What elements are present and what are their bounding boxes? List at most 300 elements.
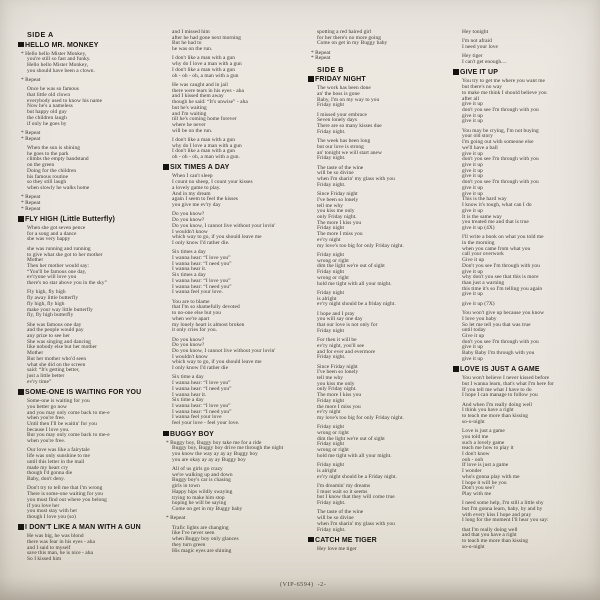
lyric-line: Baby, don't deny. — [27, 476, 65, 483]
lyric-line: that I'm so shamefully devoted — [172, 304, 240, 311]
lyric-line: and for ever and evermore — [317, 348, 376, 355]
lyric-line: ev'ry night should be a Friday night. — [317, 473, 397, 480]
lyric-line: we'll have a ball — [462, 144, 498, 151]
song-title-text: SIX TIMES A DAY — [170, 164, 230, 172]
lyric-line: Six time a day — [172, 397, 204, 404]
lyric-line: I long for the moment I'll hear you say: — [462, 517, 549, 524]
lyric-line: when I'm sharin' my glass with you — [317, 176, 395, 183]
stanza — [163, 467, 301, 513]
lyric-line: Friday night — [317, 462, 345, 469]
side-label: SIDE B — [317, 64, 344, 74]
stanza — [18, 448, 156, 482]
lyric-line: like I've never seen — [172, 530, 215, 537]
lyric-line: I'm not afraid — [462, 38, 492, 45]
lyric-line: she was running and running — [27, 245, 91, 252]
lyric-line: Friday night. — [317, 128, 346, 135]
lyric-line: with every kiss I hope and pray — [462, 511, 532, 518]
lyric-line: why do I love a man with a gun — [172, 61, 242, 68]
stanza — [308, 113, 446, 136]
side-label: SIDE A — [27, 30, 54, 39]
lyric-line: * Hello hello Mister Monkey, — [21, 50, 87, 57]
lyric-line: I wanna hear it. — [172, 391, 207, 398]
lyric-line: wrong or right — [317, 257, 349, 264]
lyric-line: The work has been done — [317, 85, 371, 92]
lyric-line: give it up — [462, 207, 483, 214]
lyric-line: I don't like a man with a gun — [172, 148, 236, 155]
lyric-line: save this man, he is nice - aha — [27, 550, 93, 557]
lyric-line: Friday night — [317, 289, 345, 296]
lyric-line: I don't know — [462, 450, 490, 457]
lyric-line: but our love is strong — [317, 143, 364, 150]
stanza — [163, 138, 301, 161]
lyric-line: hold me tight with all your might. — [317, 280, 392, 287]
song-title — [163, 431, 301, 439]
lyric-line: when I'm sharin' my glass with you — [317, 520, 395, 527]
lyric-line: don't you see I'm through with you — [462, 338, 539, 345]
section-marker-icon — [18, 389, 24, 395]
lyric-line: oh - oh - oh, a man with a gun — [172, 72, 239, 79]
stanza — [308, 510, 446, 533]
lyric-line: you are okay ay ay ay Buggy boy — [172, 456, 246, 463]
lyric-line: Friday night. — [317, 354, 346, 361]
stanza — [163, 250, 301, 296]
lyric-line: any prize to see her — [27, 333, 70, 340]
lyric-line: this time it's so I'm telling you again — [462, 285, 543, 292]
stanza — [453, 129, 591, 232]
section-marker-icon — [163, 164, 169, 170]
lyric-line: give it up — [462, 167, 483, 174]
stanza — [163, 300, 301, 334]
lyric-line: why don't you see that this is more — [462, 274, 539, 281]
stanza — [18, 290, 156, 319]
lyric-line: will be so divine — [317, 170, 354, 177]
stanza — [18, 399, 156, 445]
lyric-line: life was only sunshine to me — [27, 453, 90, 460]
song-title-text: BUGGY BOY — [170, 430, 215, 438]
lyric-line: climbs the empty bandstand — [27, 156, 89, 163]
lyric-line: I'm dreamin' my dreams — [317, 482, 371, 489]
stanza — [18, 78, 156, 84]
lyric-line: I wanna hear: “I love you” — [172, 277, 231, 284]
lyric-line: my love's too big for only Friday night. — [317, 242, 404, 249]
lyric-line: Hey tiger — [462, 53, 483, 60]
stanza — [163, 516, 301, 522]
stanza — [453, 403, 591, 426]
lyric-line: Baby, I'm on my way to you — [317, 96, 380, 103]
lyric-line: When the sun is shining — [27, 144, 80, 151]
lyric-line: dim the light we're out of sight — [317, 263, 385, 270]
lyric-line: my lonely heart is almost broken — [172, 321, 245, 328]
lyric-line: You are to blame — [172, 298, 210, 305]
lyric-line: The taste of the wine — [317, 509, 364, 516]
lyric-line: give it up — [462, 173, 483, 180]
stanza — [308, 425, 446, 459]
lyric-line: And in my dream — [172, 190, 211, 197]
lyric-line: girls in town — [172, 483, 200, 490]
stanza — [453, 30, 591, 36]
lyric-line: Do you know? — [172, 217, 205, 224]
lyric-line: everybody used to know his name — [27, 97, 103, 104]
lyric-line: I count no sheep, I count your kisses — [172, 179, 253, 186]
lyric-line: Friday night — [317, 424, 345, 431]
lyric-line: ev'ry night, you'll see — [317, 342, 365, 349]
lyric-line: * Buggy boy, Buggy boy take me for a ride — [166, 439, 262, 446]
lyric-line: I love you baby — [462, 315, 497, 322]
lyric-line: I only know I'd rather die. — [172, 239, 230, 246]
lyric-line: when you're free. — [27, 415, 66, 422]
lyric-line: why do I love a man with a gun — [172, 142, 242, 149]
lyric-line: trying to make him stop — [172, 494, 225, 501]
lyric-line: I wouldn't know — [172, 353, 208, 360]
lyric-line: I wanna hear: “I love you” — [172, 403, 231, 410]
lyric-line: give it up — [462, 268, 483, 275]
lyric-line: after he had gone next morning — [172, 34, 242, 41]
lyric-line: I need your love — [462, 44, 498, 51]
lyric-line: Do you know, I cannot live without your lovin' — [172, 222, 276, 229]
stanza — [18, 486, 156, 520]
lyric-line: to teach me more than kissing — [462, 538, 528, 545]
lyric-line: and I said to myself — [27, 544, 71, 551]
lyric-line: such a lovely game — [462, 439, 505, 446]
lyric-line: There is some-one waiting for you — [27, 491, 104, 498]
section-marker-icon — [453, 69, 459, 75]
lyric-line: The more I miss you — [317, 231, 363, 238]
lyric-line: Friday night. — [317, 181, 346, 188]
section-marker-icon — [308, 537, 314, 543]
lyric-line: She was singing and dancing — [27, 338, 91, 345]
lyric-line: He was big, he was blond — [27, 533, 84, 540]
lyric-line: I need some help, I'm still a little shy — [462, 500, 544, 507]
stanza — [453, 501, 591, 524]
lyric-line: give it up — [462, 150, 483, 157]
lyric-line: but he's waiting — [172, 104, 207, 111]
lyric-line: you will say one day — [317, 316, 363, 323]
lyric-line: that little old clown — [27, 92, 71, 98]
stanza — [308, 338, 446, 361]
lyric-line: again I seem to feel the kisses — [172, 196, 238, 203]
lyric-line: to give what she got to her mother — [27, 251, 103, 258]
lyric-line: Buggy boy, Buggy boy drive me through the night — [172, 445, 284, 452]
lyric-line: an' tonight we will start anew — [317, 149, 382, 156]
lyric-line: Hello hello Mister Monkey, — [27, 61, 89, 68]
lyric-line: and I kissed them away — [172, 93, 224, 100]
lyric-line: If you tell me what I have to do — [462, 386, 532, 393]
section-marker-icon — [18, 42, 24, 48]
lyric-line: I hope it will be you — [462, 479, 507, 486]
lyric-line: His magic eyes are shining — [172, 547, 232, 554]
song-title-text: HELLO MR. MONKEY — [25, 41, 99, 49]
stanza — [163, 56, 301, 79]
song-title — [163, 164, 301, 172]
lyrics-column-1 — [18, 30, 156, 566]
lyric-line: I wanna hear: “I need you” — [172, 283, 232, 290]
lyric-line: fly high, fly high — [27, 300, 65, 307]
lyric-line: because I love you. — [27, 426, 70, 433]
lyric-line: wrong or right — [317, 447, 349, 454]
stanza — [308, 86, 446, 109]
lyric-line: just a little better — [27, 373, 65, 380]
lyric-line: you must find out where you belong — [27, 496, 107, 503]
stanza — [308, 365, 446, 422]
lyric-line: Come on get in my Buggy baby — [317, 40, 388, 47]
lyric-line: ooh - ooh — [462, 456, 484, 463]
song-title-text: CATCH ME TIGER — [315, 536, 377, 544]
lyric-line: There are so many kisses due — [317, 123, 382, 130]
lyrics-column-4 — [453, 30, 591, 554]
lyric-line: don't you see I'm through with you — [462, 179, 539, 186]
lyric-line: and that you have a right — [462, 532, 517, 539]
lyric-line: Then her mother would say: — [27, 262, 90, 269]
lyric-line: that I'm really doing well — [462, 526, 518, 533]
lyric-line: teach me how to play it — [462, 445, 514, 452]
lyric-line: so they still laugh — [27, 179, 67, 186]
lyric-line: you give me ev'ry day — [172, 202, 221, 209]
song-title-text: GIVE IT UP — [460, 69, 499, 77]
lyric-line: Do you know, I cannot live without your lovin' — [172, 347, 276, 354]
song-title — [18, 389, 156, 397]
stanza — [308, 166, 446, 189]
lyric-line: Friday night — [317, 251, 345, 258]
stanza — [163, 30, 301, 53]
lyric-line: don't you see I'm through with you — [462, 156, 539, 163]
lyric-line: but I'm gonna learn, baby, by and by — [462, 506, 543, 512]
lyric-line: I wouldn't know — [172, 228, 208, 235]
lyric-line: I wanna hear: “I love you” — [172, 255, 231, 261]
lyric-line: call your overwork — [462, 251, 504, 258]
lyric-line: Six times a day — [172, 272, 206, 279]
lyric-line: All of us girls go crazy — [172, 465, 223, 472]
stanza — [18, 87, 156, 127]
lyric-line: Our love was like a fairytale — [27, 447, 90, 454]
lyric-line: Friday night — [317, 102, 345, 109]
stanza — [18, 195, 156, 212]
lyric-line: You may be crying, I'm not buying — [462, 127, 539, 134]
lyric-line: it only cries for you. — [172, 327, 217, 334]
lyric-line: give it up — [462, 162, 483, 169]
lyric-line: dim the light we're out of sight — [317, 435, 385, 442]
lyric-line: till he's coming home forever — [172, 116, 237, 123]
song-title-text: LOVE IS JUST A GAME — [460, 366, 540, 374]
lyric-line: Give it up — [462, 257, 485, 264]
lyric-line: He was caught and in jail — [172, 81, 228, 88]
stanza — [453, 79, 591, 125]
stanza — [308, 253, 446, 287]
lyric-line: Friday night — [317, 397, 345, 404]
lyric-line: if only he goes by — [27, 120, 67, 127]
stanza — [163, 338, 301, 372]
lyric-line: you should have been a clown. — [27, 67, 95, 74]
lyric-line: the children laugh — [27, 114, 67, 121]
lyric-line: You won't give up because you know — [462, 310, 545, 317]
lyric-line: is alright — [317, 295, 337, 302]
lyric-line: I wanna hear: “I need you” — [172, 408, 232, 415]
lyric-line: give it up — [462, 291, 483, 298]
stanza — [453, 235, 591, 298]
lyric-line: she was very happy — [27, 236, 71, 243]
lyric-line: oh - oh - oh, a man with a gun. — [172, 154, 240, 161]
lyric-line: so-o-night — [462, 543, 485, 550]
stanza — [308, 139, 446, 162]
lyric-line: there was fear in his eyes - aha — [27, 538, 95, 545]
lyric-line: Do you know? — [172, 336, 205, 343]
lyric-line: give it up — [462, 190, 483, 197]
section-marker-icon — [308, 76, 314, 82]
lyric-line: Come on get in my Buggy baby — [172, 506, 243, 512]
stanza — [163, 526, 301, 555]
song-title — [18, 216, 156, 224]
lyric-line: and I'm waiting — [172, 110, 207, 117]
lyric-line: Love is just a game — [462, 428, 505, 435]
lyric-line: I don't like a man with a gun — [172, 66, 236, 73]
lyric-line: when you came from what you — [462, 245, 531, 252]
lyric-line: * Repeat — [21, 129, 41, 136]
lyric-line: ev'ry night — [317, 236, 341, 243]
stanza — [453, 54, 591, 65]
lyric-line: Friday night — [317, 441, 345, 448]
lyric-line: feel your love - feel your love. — [172, 420, 240, 427]
stanza — [308, 30, 446, 47]
lyric-line: It is the same way — [462, 213, 502, 220]
lyric-line: Now he's a nameless — [27, 103, 73, 110]
stanza — [453, 39, 591, 50]
lyric-line: will be on the run. — [172, 127, 213, 134]
stanza — [453, 311, 591, 362]
lyric-line: tell me why — [317, 374, 344, 381]
lyric-line: who's gonna play with me — [462, 473, 520, 480]
lyric-line: * Repeat — [311, 49, 331, 56]
lyric-line: you must stay with her — [27, 508, 78, 515]
lyric-line: For then it will be — [317, 337, 357, 344]
lyric-line: only Friday night. — [317, 386, 357, 393]
lyric-line: The taste of the wine — [317, 164, 364, 171]
lyric-line: there were tears in his eyes - aha — [172, 87, 244, 94]
stanza — [453, 429, 591, 498]
lyric-line: Friday night. — [317, 155, 346, 162]
lyric-line: but there's no way — [462, 84, 503, 91]
lyric-line: Doing for the children — [27, 167, 77, 174]
lyric-line: I wanna hear it. — [172, 266, 207, 273]
lyric-line: the more I miss you — [317, 403, 361, 410]
lyric-line: Don't you see I'm through with you — [462, 262, 540, 269]
columns — [18, 30, 591, 566]
stanza — [308, 484, 446, 507]
lyric-line: I've been so lonely — [317, 369, 359, 376]
lyric-line: will be so divine — [317, 515, 354, 522]
lyric-line: and I missed him — [172, 29, 210, 35]
lyrics-column-2 — [163, 30, 301, 558]
stanza — [308, 463, 446, 480]
song-title — [453, 366, 591, 374]
lyric-line: a lovely game to play. — [172, 184, 221, 191]
lyric-line: Since Friday night — [317, 363, 358, 370]
section-marker-icon — [18, 524, 24, 530]
lyric-line: so-o-night — [462, 418, 485, 425]
lyric-line: until today — [462, 327, 486, 334]
stanza — [163, 174, 301, 208]
stanza — [18, 323, 156, 386]
lyric-line: give it up — [462, 184, 483, 191]
lyric-line: you kiss me only — [317, 380, 355, 387]
lyric-line: when Buggy boy only glances — [172, 536, 239, 543]
lyric-line: Buggy boy's car is chasing — [172, 477, 231, 484]
lyric-line: you kiss me only — [317, 208, 355, 215]
stanza — [18, 146, 156, 192]
lyric-line: which way to go, if you should leave me — [172, 359, 262, 366]
stanza — [308, 192, 446, 249]
lyric-line: his famous routine — [27, 173, 69, 180]
lyric-line: I'm going out with someone else — [462, 139, 534, 146]
lyric-line: give it up — [462, 118, 483, 125]
lyric-line: I don't like a man with a gun — [172, 137, 236, 143]
lyric-line: you told me — [462, 433, 489, 440]
lyric-line: She was famous one day — [27, 321, 82, 328]
lyric-line: So let me tell you that was true — [462, 321, 531, 328]
lyric-line: I know it's tough, what can I do — [462, 202, 532, 209]
lyrics-column-3 — [308, 30, 446, 556]
lyric-line: that our love is not only for — [317, 322, 378, 329]
lyric-line: Seven lonely days — [317, 117, 358, 124]
lyric-line: I wonder — [462, 468, 482, 475]
lyric-line: You won't believe I never kissed before — [462, 375, 550, 382]
stanza — [163, 212, 301, 246]
lyric-line: Mother — [27, 350, 44, 357]
lyric-line: Friday night — [317, 225, 345, 232]
lyric-line: Happy hips wildly swaying — [172, 488, 233, 495]
lyric-line: hold me tight with all your might. — [317, 452, 392, 459]
lyric-line: Once he was so famous — [27, 86, 79, 93]
lyric-line: when slowly he walks home — [27, 184, 90, 191]
lyric-line: if you love her — [27, 502, 60, 509]
song-title — [18, 42, 156, 50]
lyric-line: And when I'm really doing well — [462, 401, 532, 408]
lyric-line: I wanna feel your love. — [172, 289, 223, 296]
lyric-line: we're walking up and down — [172, 471, 233, 478]
lyric-line: Since Friday night — [317, 191, 358, 198]
lyric-line: Baby Baby I'm through with you — [462, 350, 535, 357]
lyric-line: he was on the run. — [172, 46, 213, 53]
lyric-line: where he never — [172, 121, 206, 128]
song-title — [18, 524, 156, 532]
lyric-line: Friday night — [317, 269, 345, 276]
lyric-line: Six times a day — [172, 249, 206, 256]
lyric-line: though he said: “It's unwise” - aha — [172, 99, 248, 106]
lyric-line: ev'ry night should be a friday night. — [317, 301, 396, 308]
lyric-line: I can't get enough.... — [462, 59, 507, 66]
lyric-line: Fly high, fly high — [27, 289, 66, 296]
lyric-line: * Repeat — [21, 76, 41, 83]
lyric-line: give it up (7X) — [462, 300, 495, 307]
lyric-line: ev'ry time” — [27, 378, 52, 385]
lyric-line: Friday night. — [317, 500, 346, 507]
stanza — [163, 441, 301, 464]
song-title-text: I DON'T LIKE A MAN WITH A GUN — [25, 524, 141, 532]
lyric-line: which way to go, if you should leave me — [172, 234, 262, 241]
lyric-line: give it up — [462, 101, 483, 108]
lyric-line: When she got seven pence — [27, 225, 86, 232]
stanza — [308, 312, 446, 335]
lyric-line: in the morning — [462, 239, 495, 246]
lyric-line: Hey love me tiger — [317, 545, 357, 552]
lyric-line: fly, fly high butterfly — [27, 312, 74, 319]
lyric-line: I think you have a right — [462, 407, 514, 414]
lyric-line: give it up — [462, 344, 483, 351]
lyric-line: though I'd gonna die — [27, 470, 73, 477]
lyric-line: ev'ryone will love you — [27, 274, 77, 281]
stanza — [453, 302, 591, 308]
lyric-line: But he had to — [172, 40, 202, 47]
lyric-line: I must wait so it seems — [317, 488, 368, 495]
lyric-line: Six time a day — [172, 374, 204, 381]
